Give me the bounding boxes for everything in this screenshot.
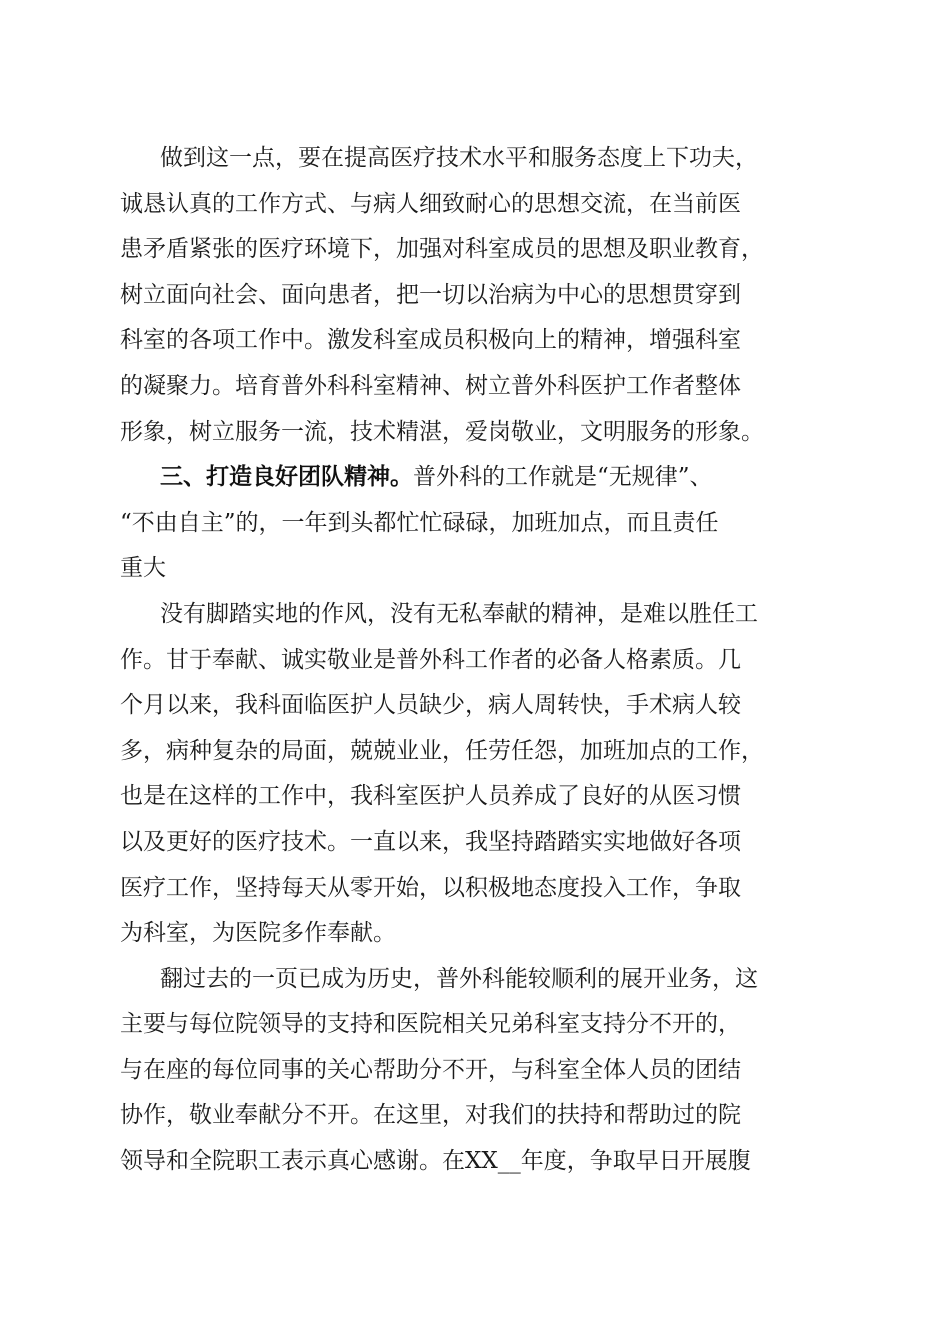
text-line: 没有脚踏实地的作风，没有无私奉献的精神，是难以胜任工	[160, 600, 758, 627]
text-line: 树立面向社会、面向患者，把一切以治病为中心的思想贯穿到	[120, 281, 741, 308]
text-line: 主要与每位院领导的支持和医院相关兄弟科室支持分不开的，	[120, 1011, 741, 1038]
text-line: 医疗工作，坚持每天从零开始，以积极地态度投入工作，争取	[120, 874, 741, 901]
paragraph-service-attitude	[120, 136, 840, 455]
text-line: 作。甘于奉献、诚实敬业是普外科工作者的必备人格素质。几	[120, 646, 741, 673]
text-line: 做到这一点，要在提高医疗技术水平和服务态度上下功夫，	[160, 145, 758, 171]
text-line: “不由自主”的，一年到头都忙忙碌碌，加班加点，而且责任	[120, 509, 719, 536]
text-line: 也是在这样的工作中，我科室医护人员养成了良好的从医习惯	[120, 783, 741, 810]
text-line: 重大	[120, 555, 166, 582]
text-line: 科室的各项工作中。激发科室成员积极向上的精神，增强科室	[120, 327, 741, 354]
text-line: 多，病种复杂的局面，兢兢业业，任劳任怨，加班加点的工作，	[120, 737, 764, 764]
text-line: 翻过去的一页已成为历史，普外科能较顺利的展开业务，这	[160, 965, 758, 992]
text-line: 为科室，为医院多作奉献。	[120, 920, 396, 947]
text-line: 形象，树立服务一流，技术精湛，爱岗敬业，文明服务的形象。	[120, 418, 764, 445]
text-line: 患矛盾紧张的医疗环境下，加强对科室成员的思想及职业教育，	[120, 236, 764, 263]
section-lead-text: 普外科的工作就是“无规律”、	[413, 464, 713, 491]
text-line: 个月以来，我科面临医护人员缺少，病人周转快，手术病人较	[120, 692, 741, 719]
document-body	[120, 136, 840, 1185]
text-line: 领导和全院职工表示真心感谢。在XX__年度，争取早日开展腹	[120, 1148, 751, 1175]
text-line: 协作，敬业奉献分不开。在这里，对我们的扶持和帮助过的院	[120, 1102, 741, 1129]
paragraph-dedication	[120, 592, 840, 957]
section-heading: 三、打造良好团队精神。	[160, 464, 413, 491]
text-line: 与在座的每位同事的关心帮助分不开，与科室全体人员的团结	[120, 1056, 741, 1083]
section-team-spirit	[120, 455, 840, 592]
text-line: 诚恳认真的工作方式、与病人细致耐心的思想交流，在当前医	[120, 190, 741, 217]
text-line: 以及更好的医疗技术。一直以来，我坚持踏踏实实地做好各项	[120, 828, 741, 855]
paragraph-acknowledgements	[120, 957, 840, 1185]
text-line: 的凝聚力。培育普外科科室精神、树立普外科医护工作者整体	[120, 372, 741, 399]
text-line	[120, 455, 840, 501]
